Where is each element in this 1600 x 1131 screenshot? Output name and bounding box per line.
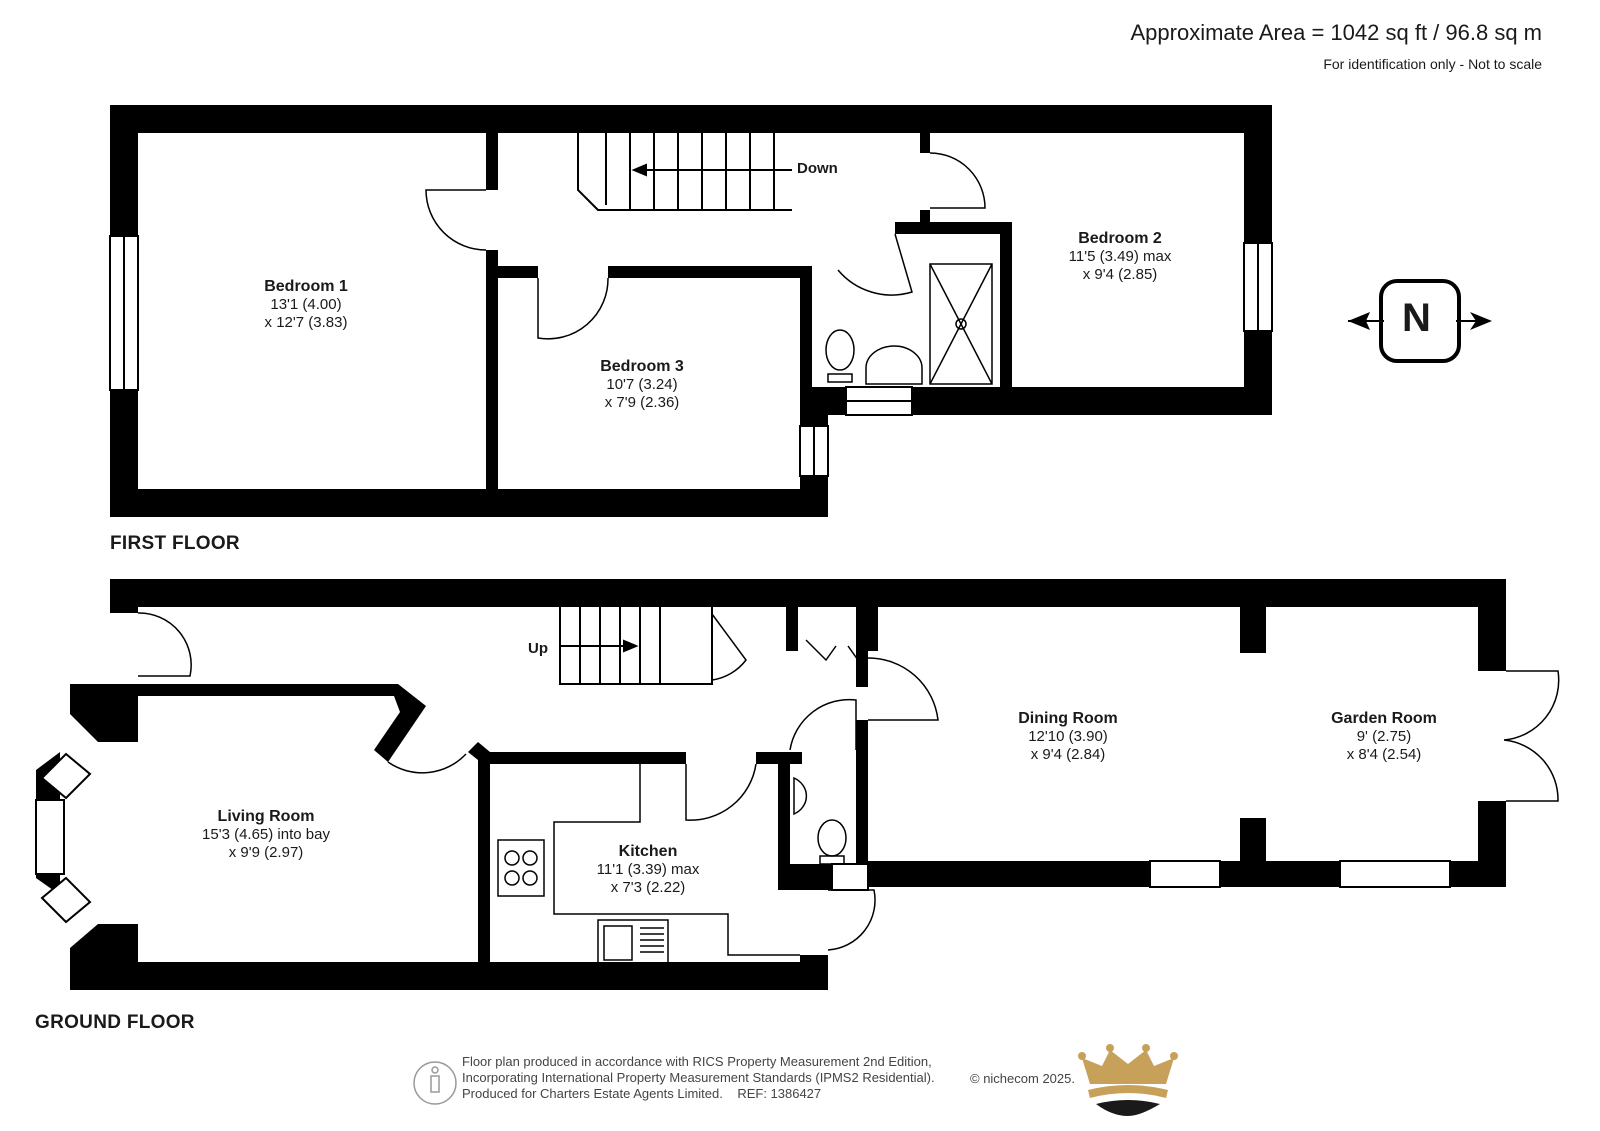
room-dimension: x 12'7 (3.83) (264, 314, 348, 331)
gf-wall-living-top (138, 684, 426, 762)
ground-floor-plan (36, 579, 1559, 990)
room-label-bedroom-3 (600, 358, 684, 412)
room-dimension: x 7'9 (2.36) (604, 394, 680, 411)
gf-wall-kitchen-top (478, 752, 686, 764)
crown-band (1088, 1085, 1168, 1098)
hob (498, 840, 544, 896)
ff-basin (866, 346, 922, 384)
footer-line-1: Floor plan produced in accordance with RICS Property Measurement 2nd Edition, (462, 1054, 932, 1069)
ff-wall-bath-top (895, 222, 1012, 234)
gf-pier-bottom (1240, 818, 1266, 868)
room-dimension: 9' (2.75) (1356, 728, 1412, 745)
stairs-down-label: Down (797, 160, 838, 177)
gf-wall-left-top (110, 579, 138, 613)
gf-wall-wc-left (778, 752, 790, 874)
stairs-up-label: Up (528, 640, 548, 657)
room-dimension: 15'3 (4.65) into bay (202, 826, 330, 843)
footer-line-3 (462, 1086, 935, 1102)
gf-toilet (818, 820, 846, 856)
ff-wall-b3-right (800, 266, 812, 402)
room-name: Living Room (217, 808, 315, 825)
ff-toilet (826, 330, 854, 370)
room-dimension: x 9'4 (2.85) (1082, 266, 1158, 283)
crown-base (1096, 1100, 1160, 1116)
footer-produced-for: Produced for Charters Estate Agents Limited. (462, 1086, 723, 1101)
ff-wall-b3-top-b (608, 266, 808, 278)
gf-wall-cupboard-r2 (856, 607, 868, 687)
room-dimension: 12'10 (3.90) (1028, 728, 1108, 745)
ff-wall-b3-top-a (486, 266, 538, 278)
room-name: Bedroom 2 (1078, 230, 1162, 247)
room-dimension: 11'5 (3.49) max (1068, 248, 1172, 265)
crown-logo (1078, 1044, 1178, 1116)
ff-wall-top (110, 105, 1272, 133)
room-dimension: x 9'9 (2.97) (228, 844, 304, 861)
room-dimension: x 9'4 (2.84) (1030, 746, 1106, 763)
room-label-bedroom-2 (1069, 230, 1172, 284)
gf-wall-right (1478, 579, 1506, 671)
ff-wall-b2-stub2 (920, 210, 930, 234)
gf-wall-top (110, 579, 1506, 607)
ground-floor-label: GROUND FLOOR (35, 1012, 195, 1033)
room-name: Dining Room (1018, 710, 1118, 727)
gf-wall-wc-right (856, 720, 868, 888)
footer-line-2: Incorporating International Property Measurement Standards (IPMS2 Residential). (462, 1070, 935, 1085)
person-icon (414, 1062, 456, 1104)
footer-ref: REF: 1386427 (737, 1086, 822, 1101)
gf-basin (794, 778, 806, 814)
footer-text (462, 1054, 935, 1102)
first-floor-label: FIRST FLOOR (110, 533, 240, 554)
copyright: © nichecom 2025. (970, 1071, 1075, 1086)
gf-wall-lr-kitchen (478, 752, 490, 964)
sink (598, 920, 668, 968)
gf-wall-kitchen-right (800, 955, 828, 990)
ff-doors (426, 153, 985, 339)
ff-wall-b1-b3b (486, 250, 498, 490)
gf-doors (138, 613, 1559, 950)
room-label-bedroom-1 (264, 278, 348, 332)
room-name: Garden Room (1331, 710, 1437, 727)
room-dimension: x 7'3 (2.22) (610, 879, 686, 896)
gf-bay-top (70, 684, 138, 742)
room-name: Bedroom 1 (264, 278, 348, 295)
room-label-garden-room (1331, 710, 1437, 764)
room-label-living-room (202, 808, 330, 862)
ff-wall-bath-right (1000, 222, 1012, 392)
compass-letter: N (1402, 296, 1431, 340)
gf-wall-cupboard-l (786, 607, 798, 651)
ff-wall-b2-stub (920, 133, 930, 153)
room-label-kitchen (597, 843, 700, 897)
approximate-area: Approximate Area = 1042 sq ft / 96.8 sq m (1130, 20, 1542, 45)
room-label-dining-room (1018, 710, 1118, 764)
room-name: Kitchen (618, 843, 678, 860)
gf-pier-top (1240, 607, 1266, 653)
ff-wall-bottom (110, 489, 828, 517)
ff-staircase (578, 133, 792, 210)
room-dimension: 11'1 (3.39) max (596, 861, 700, 878)
room-dimension: 13'1 (4.00) (270, 296, 342, 313)
room-name: Bedroom 3 (600, 358, 684, 375)
ff-wall-b1-b3 (486, 133, 498, 190)
identification-note: For identification only - Not to scale (1323, 56, 1542, 72)
gf-staircase (560, 607, 712, 684)
room-dimension: x 8'4 (2.54) (1346, 746, 1422, 763)
room-dimension: 10'7 (3.24) (606, 376, 678, 393)
gf-bay-bottom (70, 924, 138, 990)
gf-wall-bottom (70, 962, 828, 990)
crown-top (1082, 1050, 1174, 1084)
